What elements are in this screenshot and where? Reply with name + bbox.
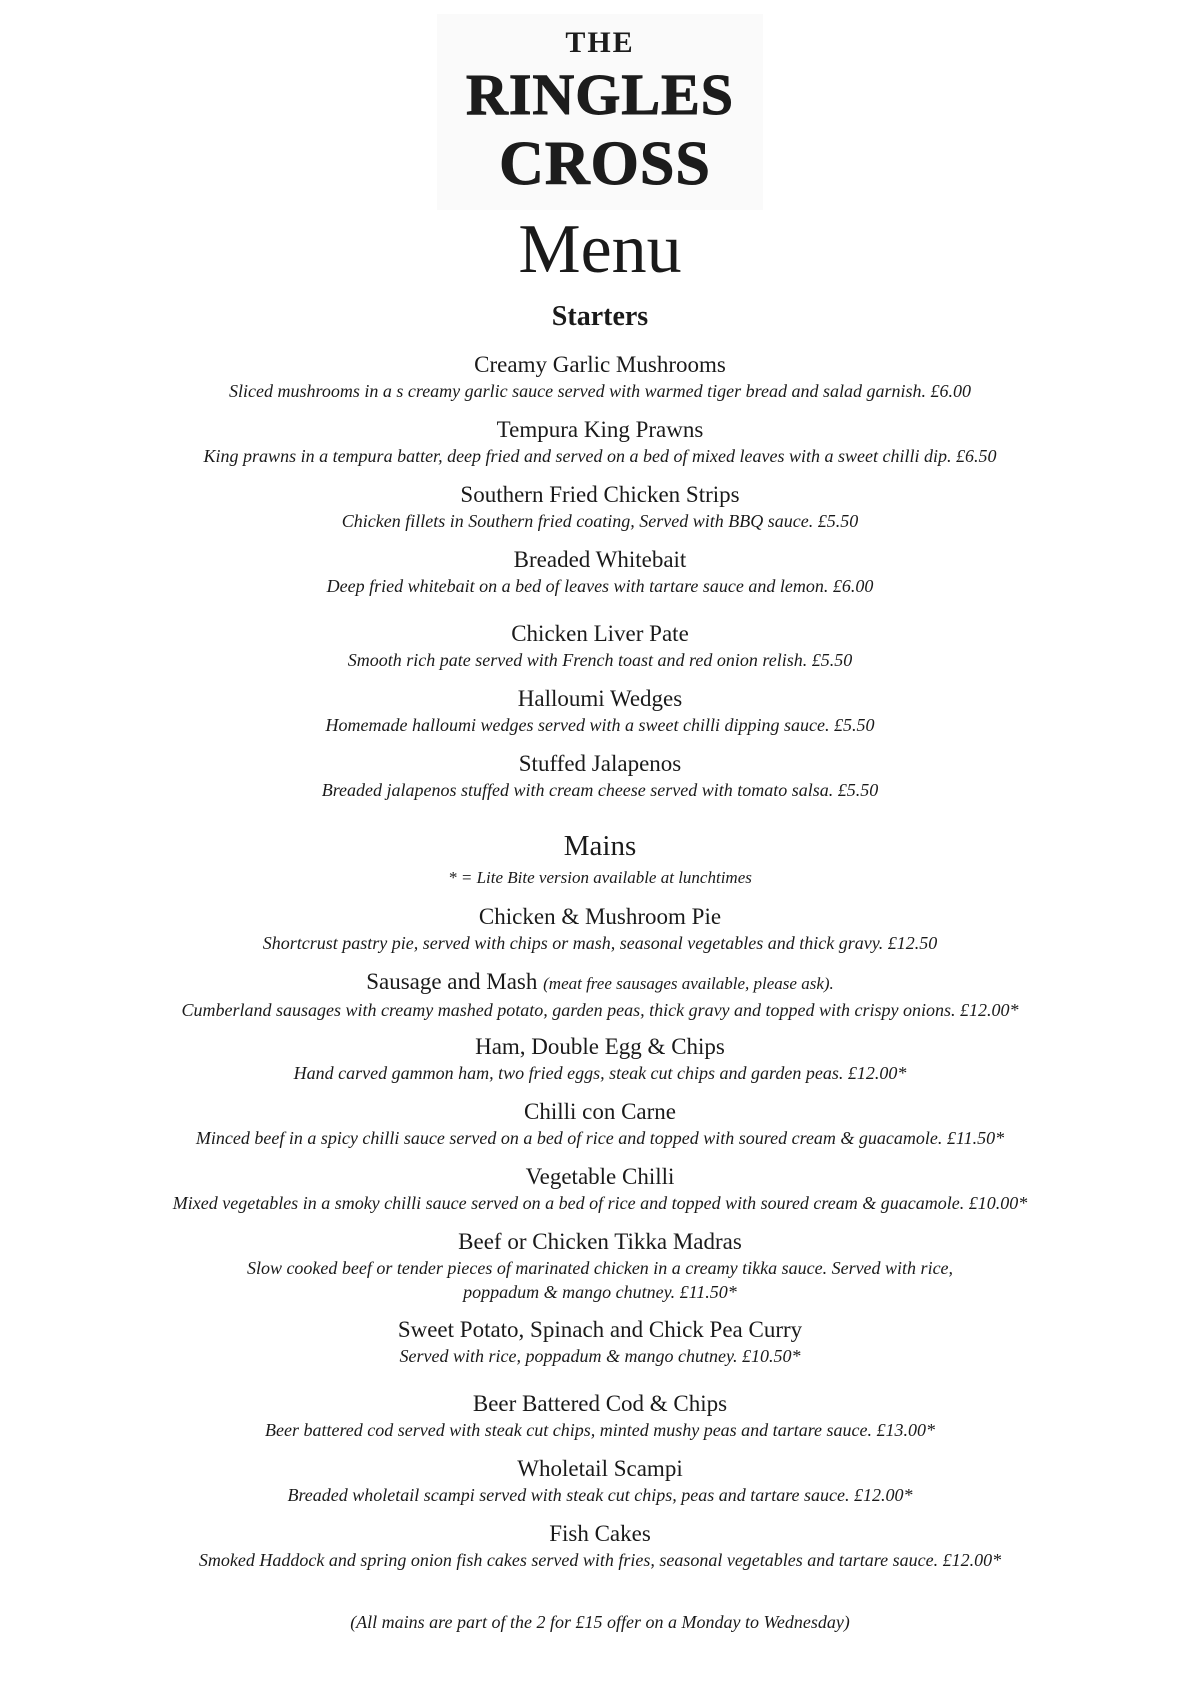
main-name: Sausage and Mash: [366, 969, 538, 994]
main-description: Breaded wholetail scampi served with steak cut chips, peas and tartare sauce. £12.00*: [287, 1485, 913, 1505]
main-item: [100, 903, 1100, 955]
main-name: Chilli con Carne: [523, 1099, 677, 1124]
starter-item: [100, 481, 1100, 533]
main-name: Beef or Chicken Tikka Madras: [458, 1229, 742, 1254]
starter-description: Sliced mushrooms in a s creamy garlic sauce served with warmed tiger bread and salad garnish. £6.00: [229, 381, 971, 401]
lite-bite-note: * = Lite Bite version available at lunchtimes: [448, 868, 752, 887]
main-description: Mixed vegetables in a smoky chilli sauce served on a bed of rice and topped with soured cream & guacamole. £10.00*: [172, 1193, 1028, 1213]
logo-text-the: THE: [565, 26, 635, 59]
starter-name: Tempura King Prawns: [496, 417, 704, 442]
main-description: Minced beef in a spicy chilli sauce served on a bed of rice and topped with soured cream & guacamole. £11.50*: [195, 1128, 1005, 1148]
main-name: Sweet Potato, Spinach and Chick Pea Curry: [397, 1317, 803, 1342]
main-item: [100, 1163, 1100, 1215]
starters-heading: Starters: [551, 301, 649, 332]
starter-name: Southern Fried Chicken Strips: [460, 482, 740, 507]
starter-item: [100, 546, 1100, 598]
main-name-note: (meat free sausages available, please ask).: [543, 974, 834, 993]
main-item: [100, 1316, 1100, 1368]
mains-heading: Mains: [563, 830, 637, 862]
starter-description: Deep fried whitebait on a bed of leaves with tartare sauce and lemon. £6.00: [326, 576, 874, 596]
offer-note: (All mains are part of the 2 for £15 offer on a Monday to Wednesday): [350, 1612, 850, 1632]
main-description-line2: poppadum & mango chutney. £11.50*: [463, 1282, 737, 1302]
main-item: [100, 1455, 1100, 1507]
starter-description: King prawns in a tempura batter, deep fried and served on a bed of mixed leaves with a sweet chilli dip. £6.50: [203, 446, 997, 466]
main-item: [100, 1228, 1100, 1304]
main-name: Fish Cakes: [549, 1521, 651, 1546]
starter-description: Smooth rich pate served with French toast and red onion relish. £5.50: [347, 650, 853, 670]
starter-name: Creamy Garlic Mushrooms: [474, 352, 726, 377]
starter-description: Breaded jalapenos stuffed with cream cheese served with tomato salsa. £5.50: [321, 780, 879, 800]
main-name: Wholetail Scampi: [517, 1456, 683, 1481]
starter-name: Halloumi Wedges: [517, 686, 683, 711]
main-description: Slow cooked beef or tender pieces of marinated chicken in a creamy tikka sauce. Served with rice,: [246, 1258, 954, 1278]
main-name: Vegetable Chilli: [525, 1164, 675, 1189]
main-description: Served with rice, poppadum & mango chutney. £10.50*: [399, 1346, 801, 1366]
main-name: Beer Battered Cod & Chips: [472, 1391, 728, 1416]
starter-name: Chicken Liver Pate: [511, 621, 689, 646]
pub-logo: [437, 14, 763, 210]
starter-name: Breaded Whitebait: [513, 547, 687, 572]
main-description: Beer battered cod served with steak cut chips, minted mushy peas and tartare sauce. £13.00*: [264, 1420, 936, 1440]
main-item: [100, 1098, 1100, 1150]
logo-text-ringles: RINGLES: [465, 62, 735, 127]
main-description: Hand carved gammon ham, two fried eggs, steak cut chips and garden peas. £12.00*: [293, 1063, 907, 1083]
starter-description: Homemade halloumi wedges served with a sweet chilli dipping sauce. £5.50: [325, 715, 875, 735]
main-description: Shortcrust pastry pie, served with chips or mash, seasonal vegetables and thick gravy. £12.50: [262, 933, 938, 953]
starter-item: [100, 685, 1100, 737]
main-item: [100, 968, 1100, 1022]
main-item: [100, 1033, 1100, 1085]
starter-item: [100, 416, 1100, 468]
main-description: Cumberland sausages with creamy mashed potato, garden peas, thick gravy and topped with crispy onions. £12.00*: [181, 1000, 1019, 1020]
main-item: [100, 1520, 1100, 1572]
main-name: Ham, Double Egg & Chips: [475, 1034, 725, 1059]
logo-text-cross: CROSS: [499, 130, 711, 198]
main-description: Smoked Haddock and spring onion fish cakes served with fries, seasonal vegetables and tartare sauce. £12.00*: [198, 1550, 1002, 1570]
starter-item: [100, 351, 1100, 403]
main-item: [100, 1390, 1100, 1442]
starter-name: Stuffed Jalapenos: [518, 751, 682, 776]
starter-item: [100, 750, 1100, 802]
main-name-row: [100, 968, 1100, 998]
starter-item: [100, 620, 1100, 672]
page-title: Menu: [518, 211, 682, 288]
starter-description: Chicken fillets in Southern fried coating, Served with BBQ sauce. £5.50: [341, 511, 859, 531]
main-name: Chicken & Mushroom Pie: [478, 904, 722, 929]
